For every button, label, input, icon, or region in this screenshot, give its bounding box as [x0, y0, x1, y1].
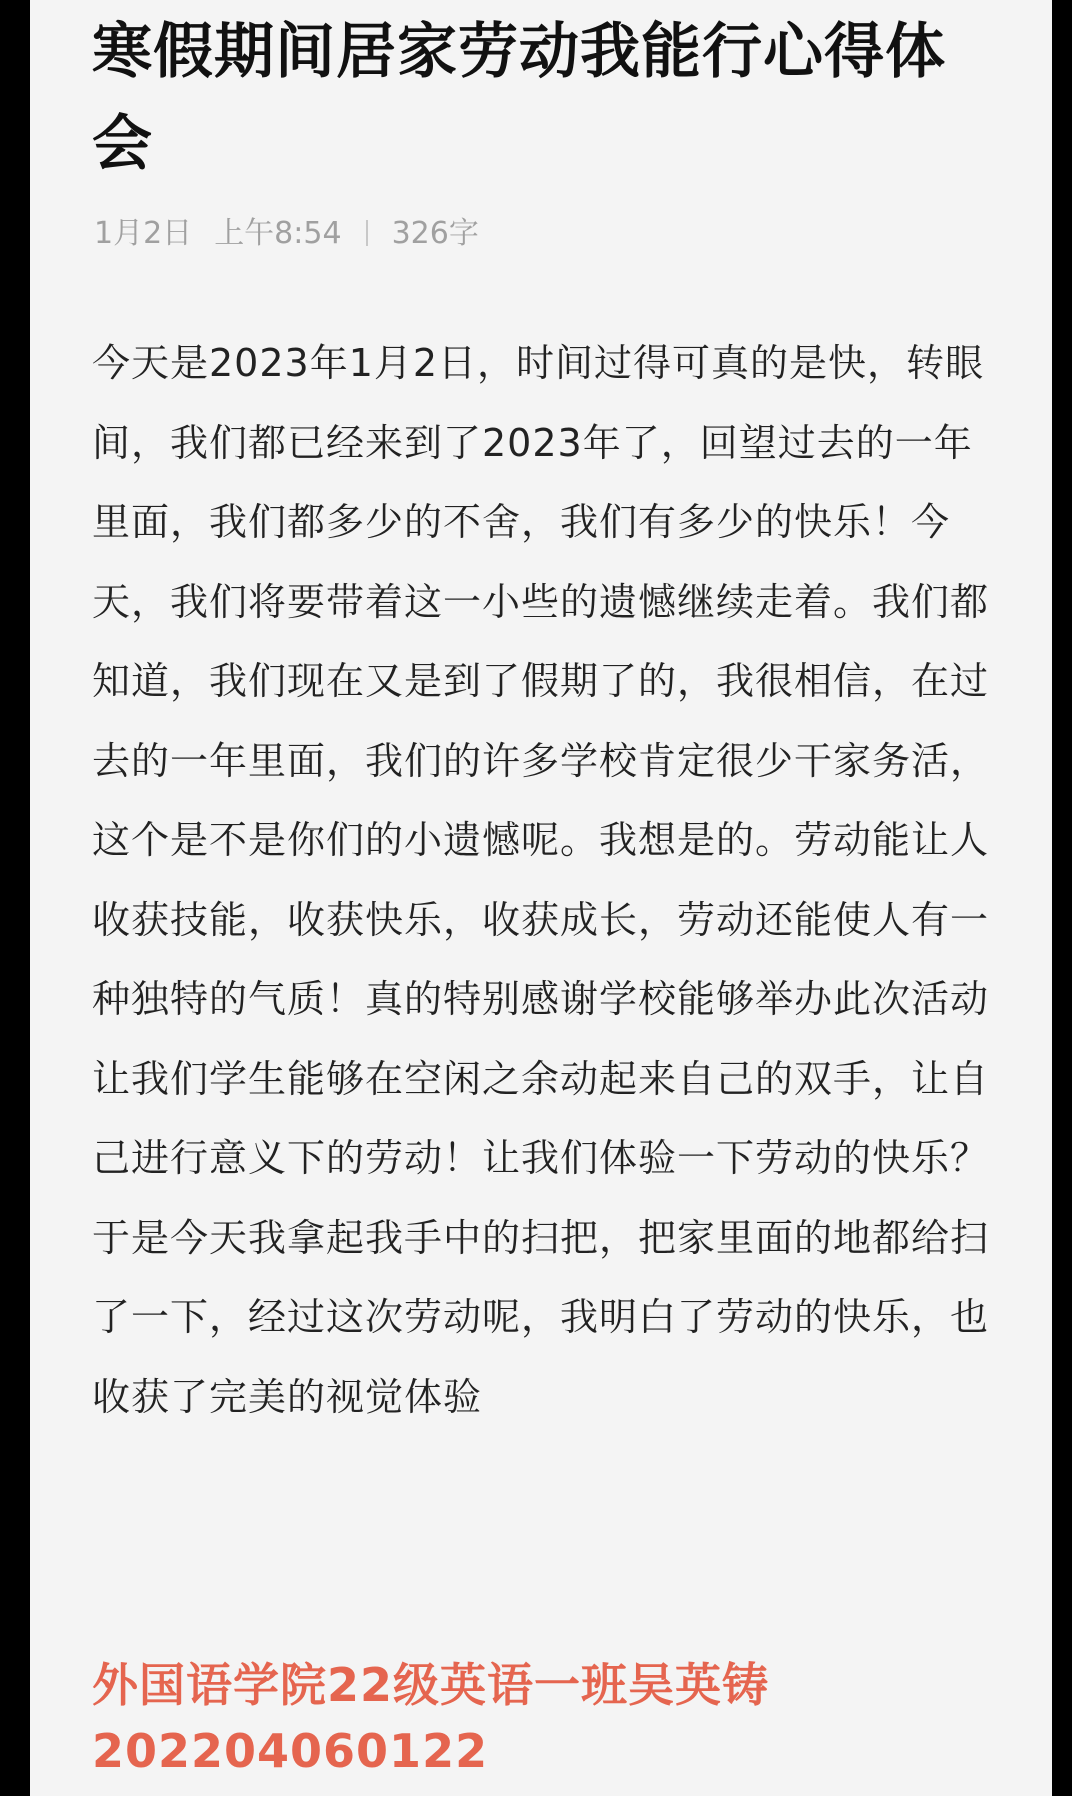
article-body: 今天是2023年1月2日，时间过得可真的是快，转眼间，我们都已经来到了2023年了，回望过去的一年里面，我们都多少的不舍，我们有多少的快乐！今天，我们将要带着这一小些的遗憾继续走着。我们都知道，我们现在又是到了假期了的，我很相信，在过去的一年里面，我们的许多学校肯定很少干家务活，这个是不是你们的小遗憾呢。我想是的。劳动能让人收获技能，收获快乐，收获成长，劳动还能使人有一种独特的气质！真的特别感谢学校能够举办此次活动让我们学生能够在空闲之余动起来自己的双手，让自己进行意义下的劳动！让我们体验一下劳动的快乐？于是今天我拿起我手中的扫把，把家里面的地都给扫了一下，经过这次劳动呢，我明白了劳动的快乐，也收获了完美的视觉体验: [92, 341, 990, 1419]
meta-divider: [366, 220, 368, 246]
meta-date: 1月2日: [94, 216, 193, 251]
meta-word-count: 326字: [391, 216, 479, 251]
author-signature: 外国语学院22级英语一班吴英铸202204060122: [92, 1658, 770, 1778]
note-page: [30, 0, 1052, 1796]
meta-time: 上午8:54: [214, 216, 342, 251]
article-title: 寒假期间居家劳动我能行心得体会: [92, 17, 946, 179]
article-meta: [94, 212, 479, 256]
